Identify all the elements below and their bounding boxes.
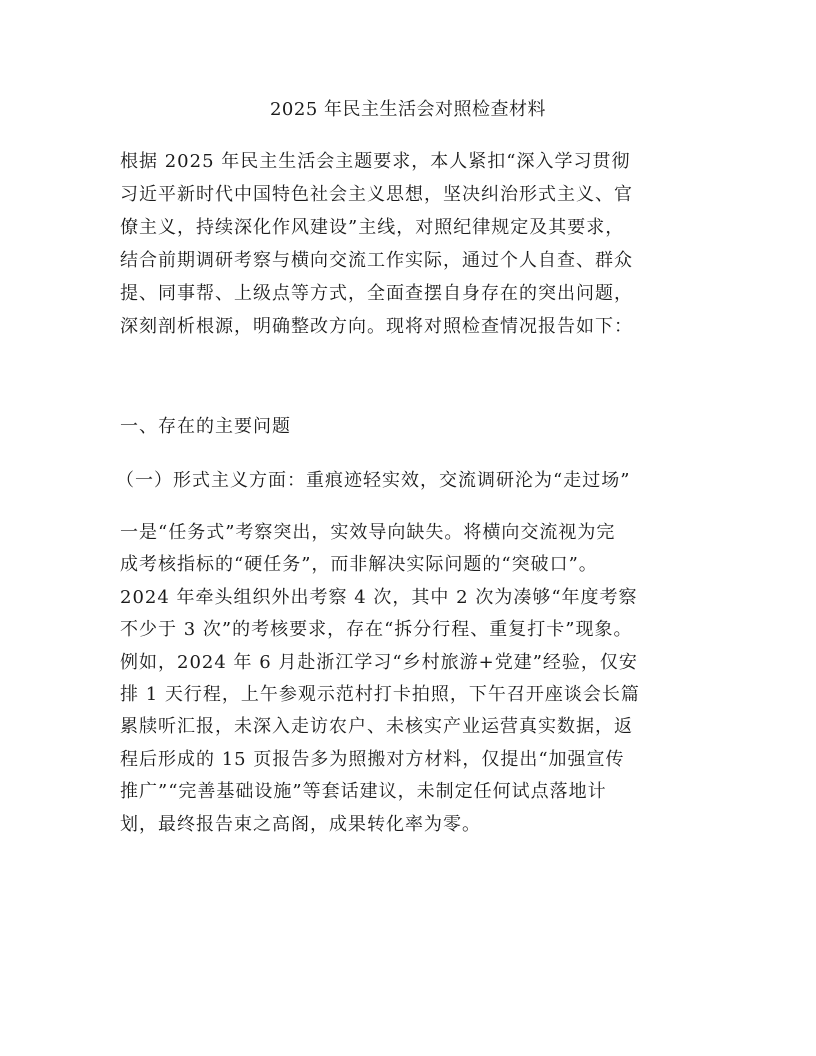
body-line: 推广”“完善基础设施”等套话建议，未制定任何试点落地计 (120, 781, 607, 803)
section-heading (120, 410, 720, 443)
body-paragraph (120, 517, 720, 841)
body-line: 例如，2024 年 6 月赴浙江学习“乡村旅游+党建”经验，仅安 (120, 651, 638, 673)
body-line: 2024 年牵头组织外出考察 4 次，其中 2 次为凑够“年度考察 (120, 586, 638, 608)
intro-line: 深刻剖析根源，明确整改方向。现将对照检查情况报告如下： (120, 316, 633, 337)
body-line: 不少于 3 次”的考核要求，存在“拆分行程、重复打卡”现象。 (120, 619, 633, 641)
body-line: 程后形成的 15 页报告多为照搬对方材料，仅提出“加强宣传 (120, 748, 625, 770)
document-title: 2025 年民主生活会对照检查材料 (269, 99, 547, 120)
intro-line: 僚主义，持续深化作风建设”主线，对照纪律规定及其要求， (120, 217, 625, 238)
intro-line: 结合前期调研考察与横向交流工作实际，通过个人自查、群众 (120, 250, 633, 271)
intro-line: 根据 2025 年民主生活会主题要求，本人紧扣“深入学习贯彻 (120, 151, 631, 172)
body-line: 累牍听汇报，未深入走访农户、未核实产业运营真实数据，返 (120, 716, 633, 738)
body-line: 一是“任务式”考察突出，实效导向缺失。将横向交流视为完 (120, 522, 616, 543)
intro-line: 提、同事帮、上级点等方式，全面查摆自身存在的突出问题， (120, 283, 633, 304)
subsection-heading-text: （一）形式主义方面：重痕迹轻实效，交流调研沦为“走过场” (116, 470, 631, 491)
section-heading-text: 一、存在的主要问题 (120, 416, 291, 437)
subsection-heading (116, 464, 716, 497)
body-line: 排 1 天行程，上午参观示范村打卡拍照，下午召开座谈会长篇 (120, 683, 640, 705)
body-line: 划，最终报告束之高阁，成果转化率为零。 (120, 813, 481, 835)
intro-line: 习近平新时代中国特色社会主义思想，坚决纠治形式主义、官 (120, 184, 633, 205)
body-line: 成考核指标的“硬任务”，而非解决实际问题的“突破口”。 (120, 554, 598, 576)
intro-paragraph (120, 145, 720, 343)
